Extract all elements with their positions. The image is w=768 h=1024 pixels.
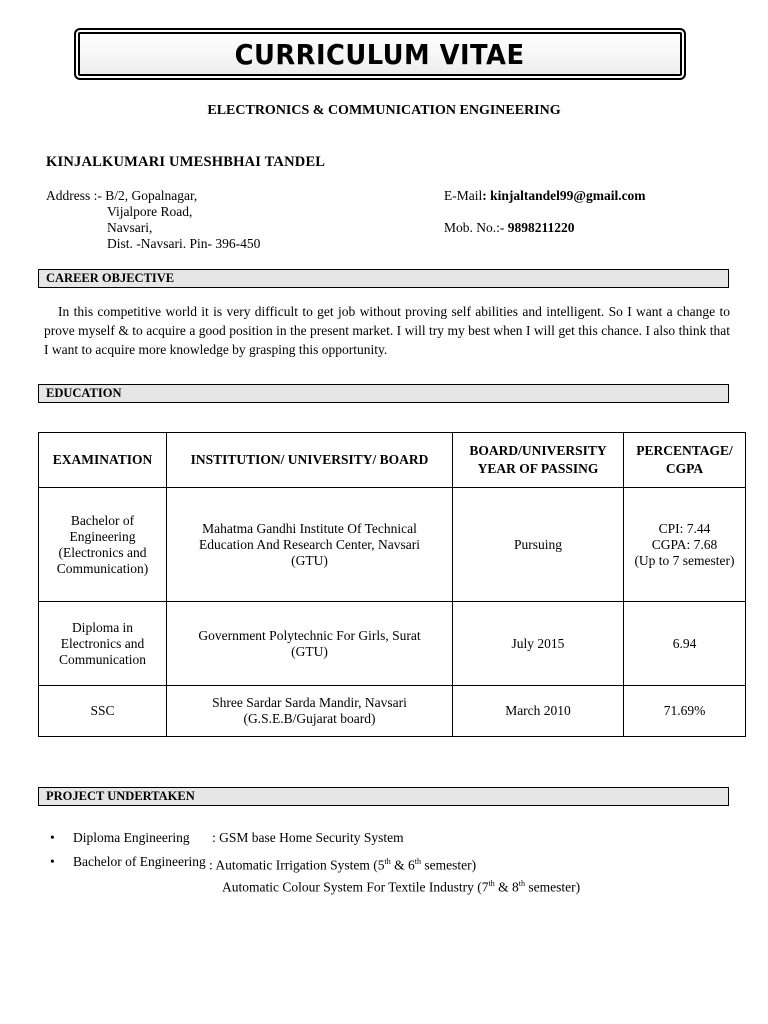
career-objective-bar bbox=[38, 269, 729, 288]
education-header-row bbox=[39, 433, 746, 488]
cell-exam: Bachelor of Engineering (Electronics and Communication) bbox=[39, 488, 167, 602]
list-item bbox=[50, 826, 650, 850]
list-item bbox=[50, 872, 650, 896]
branch-heading: ELECTRONICS & COMMUNICATION ENGINEERING bbox=[207, 103, 561, 118]
email-value: : kinjaltandel99@gmail.com bbox=[482, 188, 646, 203]
education-bar bbox=[38, 384, 729, 403]
objective-paragraph bbox=[44, 302, 730, 359]
cell-year: March 2010 bbox=[453, 686, 624, 737]
cell-score: 6.94 bbox=[624, 602, 746, 686]
header-examination: EXAMINATION bbox=[39, 433, 167, 488]
bullet-icon: • bbox=[50, 854, 55, 869]
address-label: Address :- bbox=[46, 188, 102, 203]
candidate-name: KINJALKUMARI UMESHBHAI TANDEL bbox=[46, 154, 326, 170]
header-year: BOARD/UNIVERSITY YEAR OF PASSING bbox=[453, 433, 624, 488]
list-item bbox=[50, 850, 650, 874]
cell-exam: Diploma in Electronics and Communication bbox=[39, 602, 167, 686]
ordinal-suffix: th bbox=[488, 879, 495, 888]
document-title: CURRICULUM VITAE bbox=[235, 37, 525, 71]
header-percentage: PERCENTAGE/ CGPA bbox=[624, 433, 746, 488]
project-text-part: Automatic Colour System For Textile Industry (7 bbox=[222, 879, 489, 895]
project-text-part: semester) bbox=[525, 879, 581, 895]
objective-text: In this competitive world it is very difficult to get job without proving self abilities and intelligent. So I want a change to prove myself & to acquire a good position in the present market. I will try my best when I will get this chance. I also think that I want to acquire more knowledge by grasping this opportunity. bbox=[44, 304, 730, 357]
title-box bbox=[74, 28, 686, 80]
cell-exam: SSC bbox=[39, 686, 167, 737]
title-box-inner bbox=[80, 34, 680, 74]
table-row bbox=[39, 488, 746, 602]
project-text-part: & 8 bbox=[494, 879, 519, 895]
education-table bbox=[38, 432, 746, 737]
email-row bbox=[444, 188, 646, 204]
address-line1: B/2, Gopalnagar, bbox=[105, 188, 198, 203]
mobile-label: Mob. No.:- bbox=[444, 220, 505, 235]
cell-institution: Mahatma Gandhi Institute Of Technical Education And Research Center, Navsari (GTU) bbox=[167, 488, 453, 602]
cell-year: July 2015 bbox=[453, 602, 624, 686]
project-text: : GSM base Home Security System bbox=[212, 830, 404, 845]
project-text-part: semester) bbox=[420, 857, 477, 873]
project-label: Bachelor of Engineering bbox=[73, 854, 206, 869]
ordinal-suffix: th bbox=[384, 857, 391, 866]
address-line2: Vijalpore Road, bbox=[107, 204, 193, 219]
mobile-row bbox=[444, 220, 575, 236]
cell-institution: Government Polytechnic For Girls, Surat (GTU) bbox=[167, 602, 453, 686]
bullet-icon: • bbox=[50, 830, 55, 845]
project-heading: PROJECT UNDERTAKEN bbox=[46, 789, 195, 803]
project-text-part: & 6 bbox=[390, 857, 415, 873]
project-bar bbox=[38, 787, 729, 806]
table-row bbox=[39, 602, 746, 686]
project-text-part: : Automatic Irrigation System (5 bbox=[209, 857, 385, 873]
ordinal-suffix: th bbox=[414, 857, 421, 866]
cell-score: CPI: 7.44 CGPA: 7.68 (Up to 7 semester) bbox=[624, 488, 746, 602]
table-row bbox=[39, 686, 746, 737]
mobile-value: 9898211220 bbox=[507, 220, 575, 235]
project-label: Diploma Engineering bbox=[73, 830, 190, 845]
ordinal-suffix: th bbox=[518, 879, 526, 888]
education-heading: EDUCATION bbox=[46, 386, 122, 400]
cell-institution: Shree Sardar Sarda Mandir, Navsari (G.S.E.B/Gujarat board) bbox=[167, 686, 453, 737]
cell-score: 71.69% bbox=[624, 686, 746, 737]
address-line4: Dist. -Navsari. Pin- 396-450 bbox=[107, 236, 261, 251]
address-line3: Navsari, bbox=[107, 220, 153, 235]
header-institution: INSTITUTION/ UNIVERSITY/ BOARD bbox=[167, 433, 453, 488]
address-line-1 bbox=[46, 188, 197, 204]
email-label: E-Mail bbox=[444, 188, 483, 203]
career-objective-heading: CAREER OBJECTIVE bbox=[46, 271, 175, 285]
project-text bbox=[222, 872, 580, 900]
cell-year: Pursuing bbox=[453, 488, 624, 602]
